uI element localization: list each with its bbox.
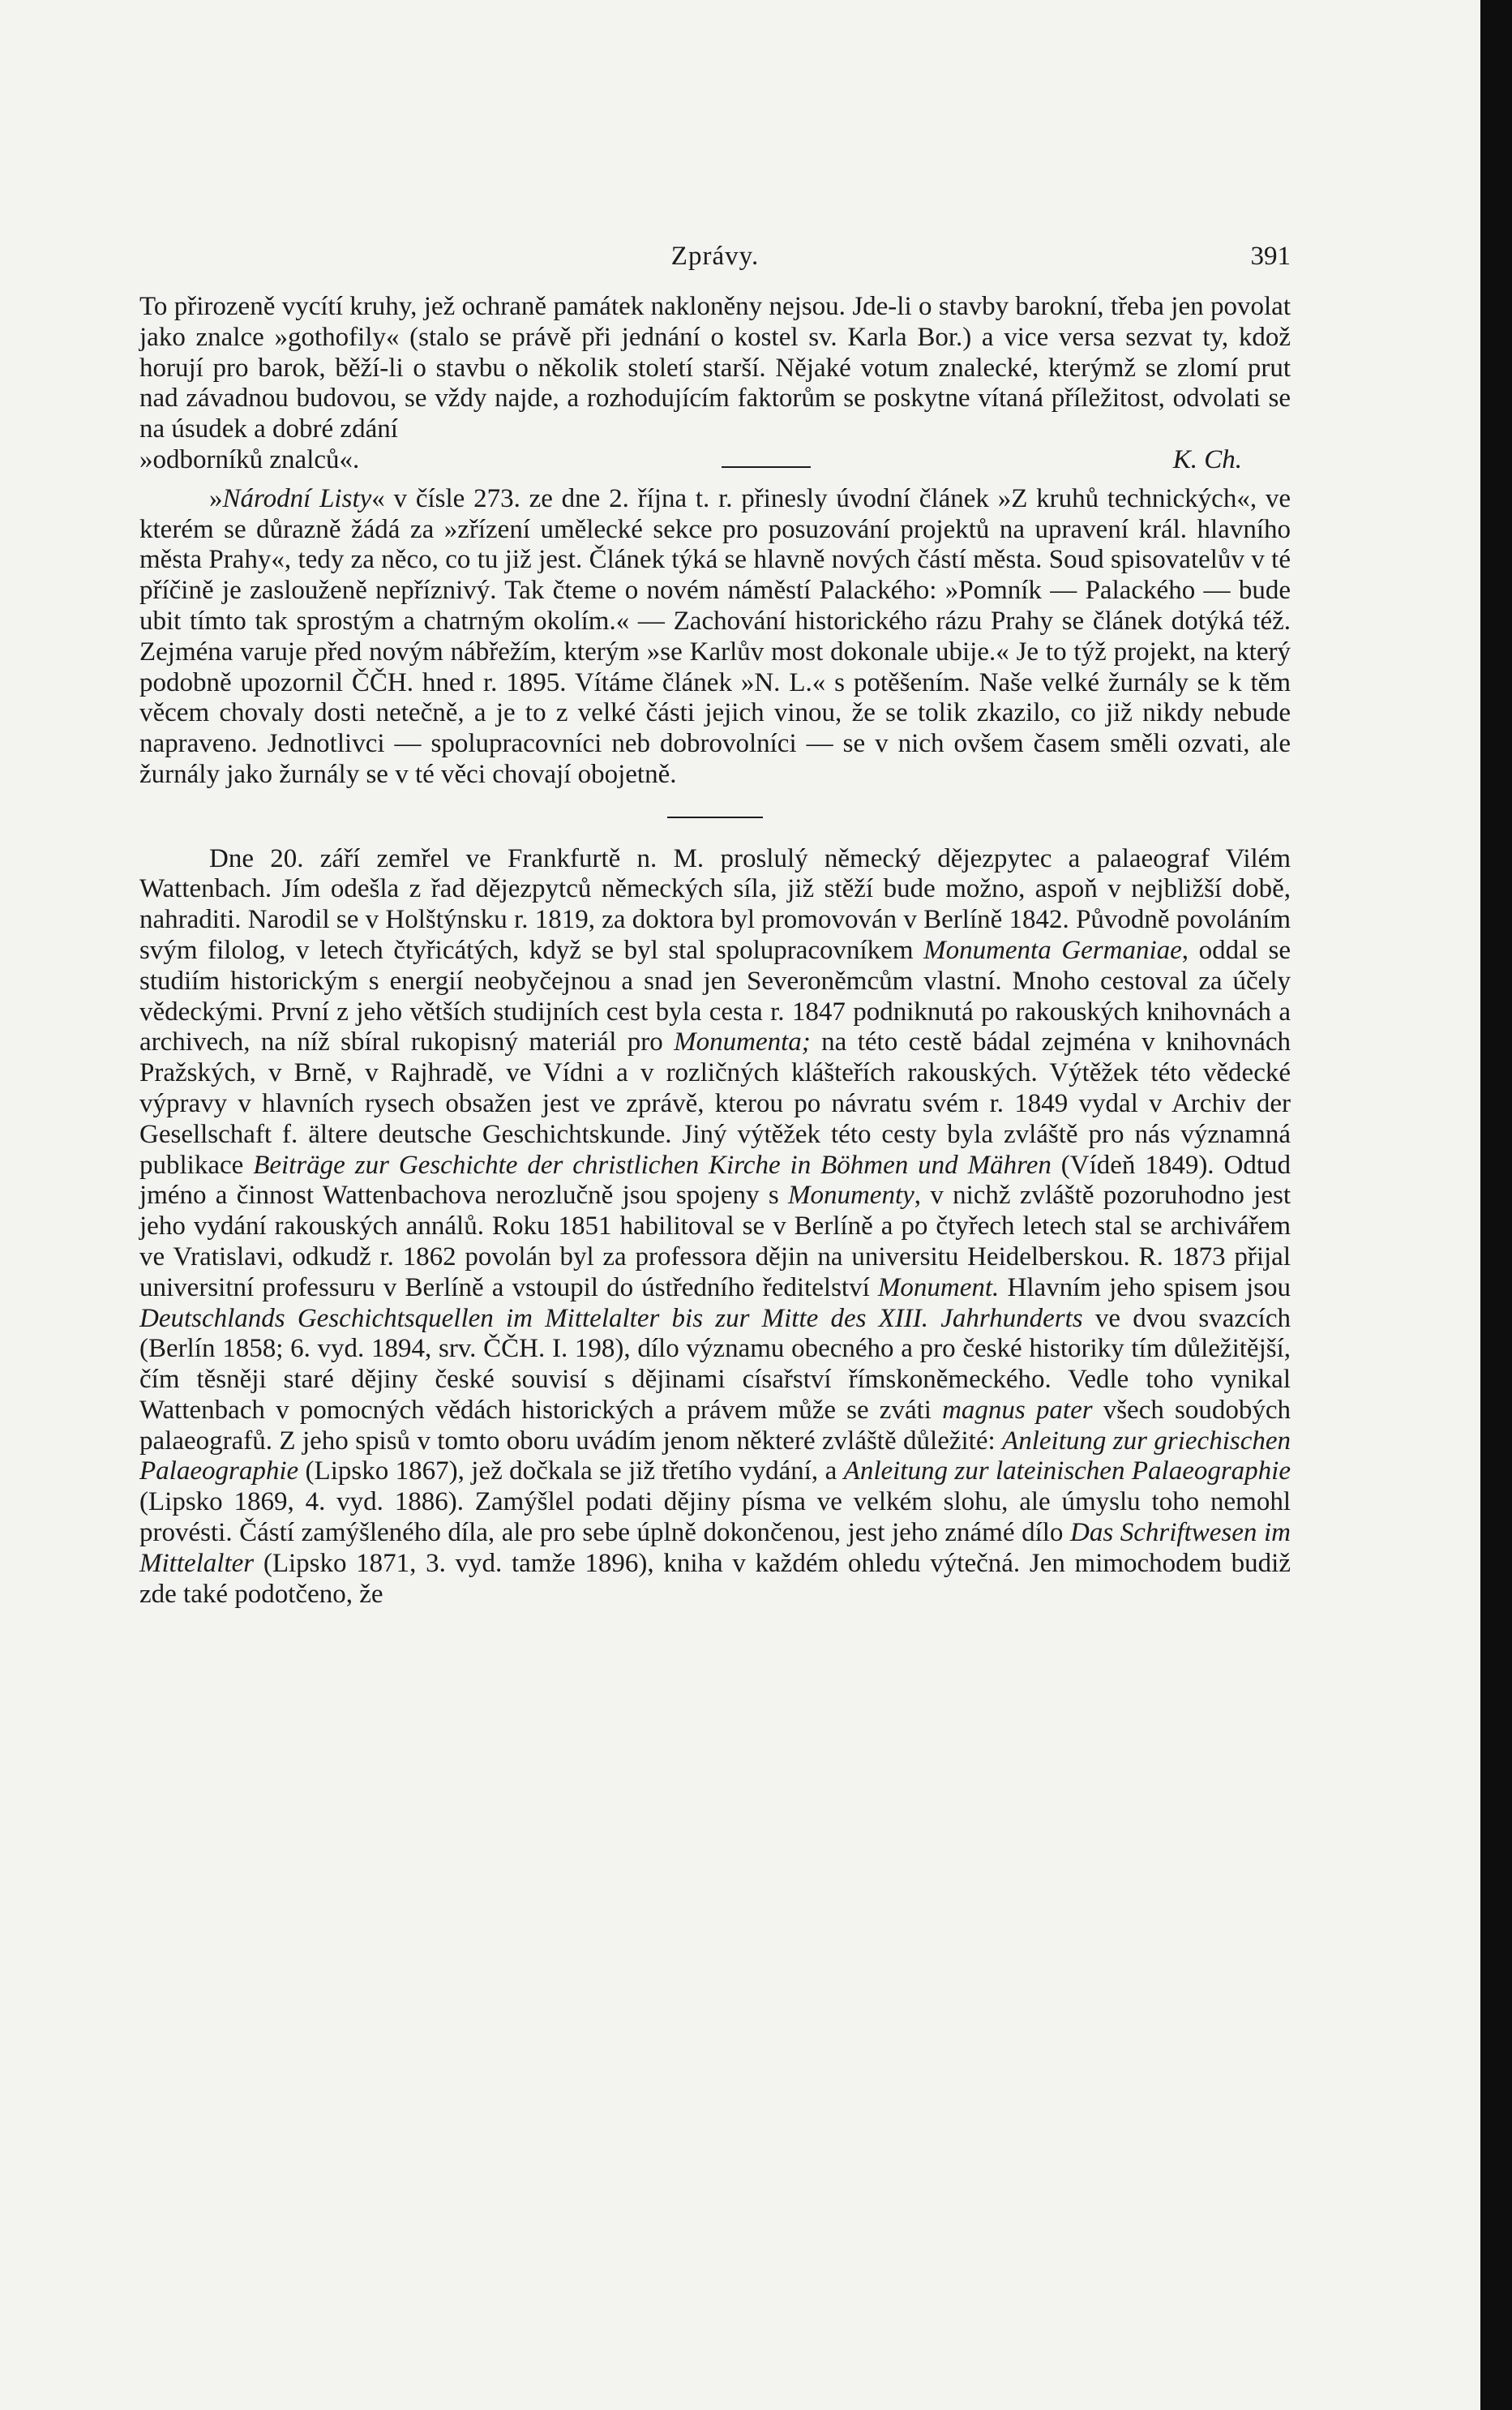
scan-edge <box>1480 0 1512 2410</box>
article-3-title-7: magnus pater <box>942 1395 1093 1425</box>
article-1-signature: K. Ch. <box>1172 444 1242 474</box>
article-3-title-3: Beiträge zur Geschichte der christlichen Kirche in Böhmen und Mähren <box>253 1150 1052 1180</box>
article-3-title-6: Deutschlands Geschichtsquellen im Mittelalter bis zur Mitte des XIII. Jahrhunderts <box>139 1303 1083 1333</box>
running-head: Zprávy. <box>670 242 760 271</box>
article-3-part-3: na této cestě bádal zejména v knihovnách Pražských, v Brně, v Rajhradě, ve Vídni a v rozličných klášteřích rakouských. Výtěžek této vědecké výpravy v hlavních rysech obsažen jest ve zprávě, kterou po návratu svém r. 1849 vydal v Archiv der Gesellschaft f. ältere deutsche Geschichtskunde. Jiný výtěžek této cesty byla zvláště pro nás významná publikace <box>139 1027 1291 1180</box>
article-3-part-11: (Lipsko 1871, 3. vyd. tamže 1896), kniha v každém ohledu výtečná. Jen mimochodem budiž zde také podotčeno, že <box>139 1548 1291 1609</box>
article-2-source-prefix: » <box>209 483 223 513</box>
article-3-part-8: všech soudobých palaeografů. Z jeho spisů v tomto oboru uvádím jenom některé zvláště důležité: <box>139 1395 1291 1456</box>
article-3-part-9: (Lipsko 1867), jež dočkala se již třetího vydání, a <box>298 1456 844 1486</box>
article-2-body <box>139 484 1291 791</box>
article-1-body <box>139 292 1291 445</box>
article-3-title-5: Monument. <box>877 1272 1000 1302</box>
article-2-source-title: Národní Listy <box>222 483 372 513</box>
section-divider-2 <box>139 802 1291 833</box>
article-3-title-4: Monumenty <box>787 1181 914 1211</box>
article-3-body <box>139 844 1291 1610</box>
section-divider <box>722 466 811 468</box>
article-2-text: « v čísle 273. ze dne 2. října t. r. přinesly úvodní článek »Z kruhů technických«, ve kterém se důrazně žádá za »zřízení umělecké sekce pro posuzování projektů na upravení král. hlavního města Prahy«, tedy za něco, co tu již jest. Článek týká se hlavně nových částí města. Soud spisovatelův v té příčině je zaslouženě nepříznivý. Tak čteme o novém náměstí Palackého: »Pomník — Palackého — bude ubit tímto tak sprostým a chatrným okolím.« — Zachování historického rázu Prahy se článek dotýká též. Zejména varuje před novým nábřežím, kterým »se Karlův most dokonale ubije.« Je to týž projekt, na který podobně upozornil ČČH. hned r. 1895. Vítáme článek »N. L.« s potěšením. Naše velké žurnály se k těm věcem chovaly dosti netečně, a je to z velké části jejich vinou, že se tolik zkazilo, co již nikdy nebude napraveno. Jednotlivci — spolupracovníci neb dobrovolníci — se v nich ovšem časem směli ozvati, ale žurnály jako žurnály se v té věci chovají obojetně. <box>139 483 1291 789</box>
article-3-part-4: (Vídeň 1849). Odtud jméno a činnost Wattenbachova nerozlučně jsou spojeny s <box>139 1150 1291 1211</box>
article-3-title-8: Anleitung zur griechischen Palaeographie <box>139 1426 1291 1486</box>
article-1-end <box>139 445 1291 476</box>
article-3-part-5: , v nichž zvláště pozoruhodno jest jeho vydání rakouských annálů. Roku 1851 habilitoval se v Berlíně a po čtyřech letech stal se archivářem ve Vratislavi, odkudž r. 1862 povolán byl za professora dějin na universitu Heidelberskou. R. 1873 přijal universitní professuru v Berlíně a vstoupil do ústředního ředitelství <box>139 1181 1291 1302</box>
article-3-title-1: Monumenta Germaniae <box>923 935 1182 965</box>
article-1-last-line: »odborníků znalců«. <box>139 444 360 474</box>
article-3-part-7: ve dvou svazcích (Berlín 1858; 6. vyd. 1894, srv. ČČH. I. 198), dílo významu obecného a pro české historiky tím důležitější, čím těsněji staré dějiny české souvisí s dějinami císařství římskoněmeckého. Vedle toho vynikal Wattenbach v pomocných vědách historických a právem může se zváti <box>139 1303 1291 1425</box>
page-header <box>139 235 1291 284</box>
article-3-title-2: Monumenta; <box>674 1027 811 1057</box>
article-3-title-9: Anleitung zur lateinischen Palaeographie <box>843 1456 1291 1486</box>
article-3-part-10: (Lipsko 1869, 4. vyd. 1886). Zamýšlel podati dějiny písma ve velkém slohu, ale úmyslu toho nemohl provésti. Částí zamýšleného díla, ale pro sebe úplně dokončenou, jest jeho známé dílo <box>139 1487 1291 1548</box>
page-content <box>139 235 1291 1610</box>
article-3-part-6: Hlavním jeho spisem jsou <box>999 1272 1291 1302</box>
article-1-text: To přirozeně vycítí kruhy, jež ochraně památek nakloněny nejsou. Jde-li o stavby barokní, třeba jen povolat jako znalce »gothofily« (stalo se právě při jednání o kostel sv. Karla Bor.) a vice versa sezvat ty, kdož horují pro barok, běží-li o stavbu o několik století starší. Nějaké votum znalecké, kterýmž se zlomí prut nad závadnou budovou, se vždy najde, a rozhodujícím faktorům se poskytne vítaná příležitost, odvolati se na úsudek a dobré zdání <box>139 292 1291 444</box>
article-3-title-10: Das Schriftwesen im Mittelalter <box>139 1518 1291 1578</box>
article-3-part-2: , oddal se studiím historickým s energií neobyčejnou a snad jen Severoněmcům vlastní. Mnoho cestoval za účely vědeckými. První z jeho větších studijních cest byla cesta r. 1847 podniknutá po rakouských knihovnách a archivech, na níž sbíral rukopisný materiál pro <box>139 935 1291 1057</box>
article-3-part-1: Dne 20. září zemřel ve Frankfurtě n. M. proslulý německý dějezpytec a palaeograf Vilém Wattenbach. Jím odešla z řad dějezpytců německých síla, již stěží bude možno, aspoň v nejbližší době, nahraditi. Narodil se v Holštýnsku r. 1819, za doktora byl promovován v Berlíně 1842. Původně povoláním svým filolog, v letech čtyřicátých, když se byl stal spolupracovníkem <box>139 843 1291 965</box>
page-number: 391 <box>1250 242 1291 271</box>
